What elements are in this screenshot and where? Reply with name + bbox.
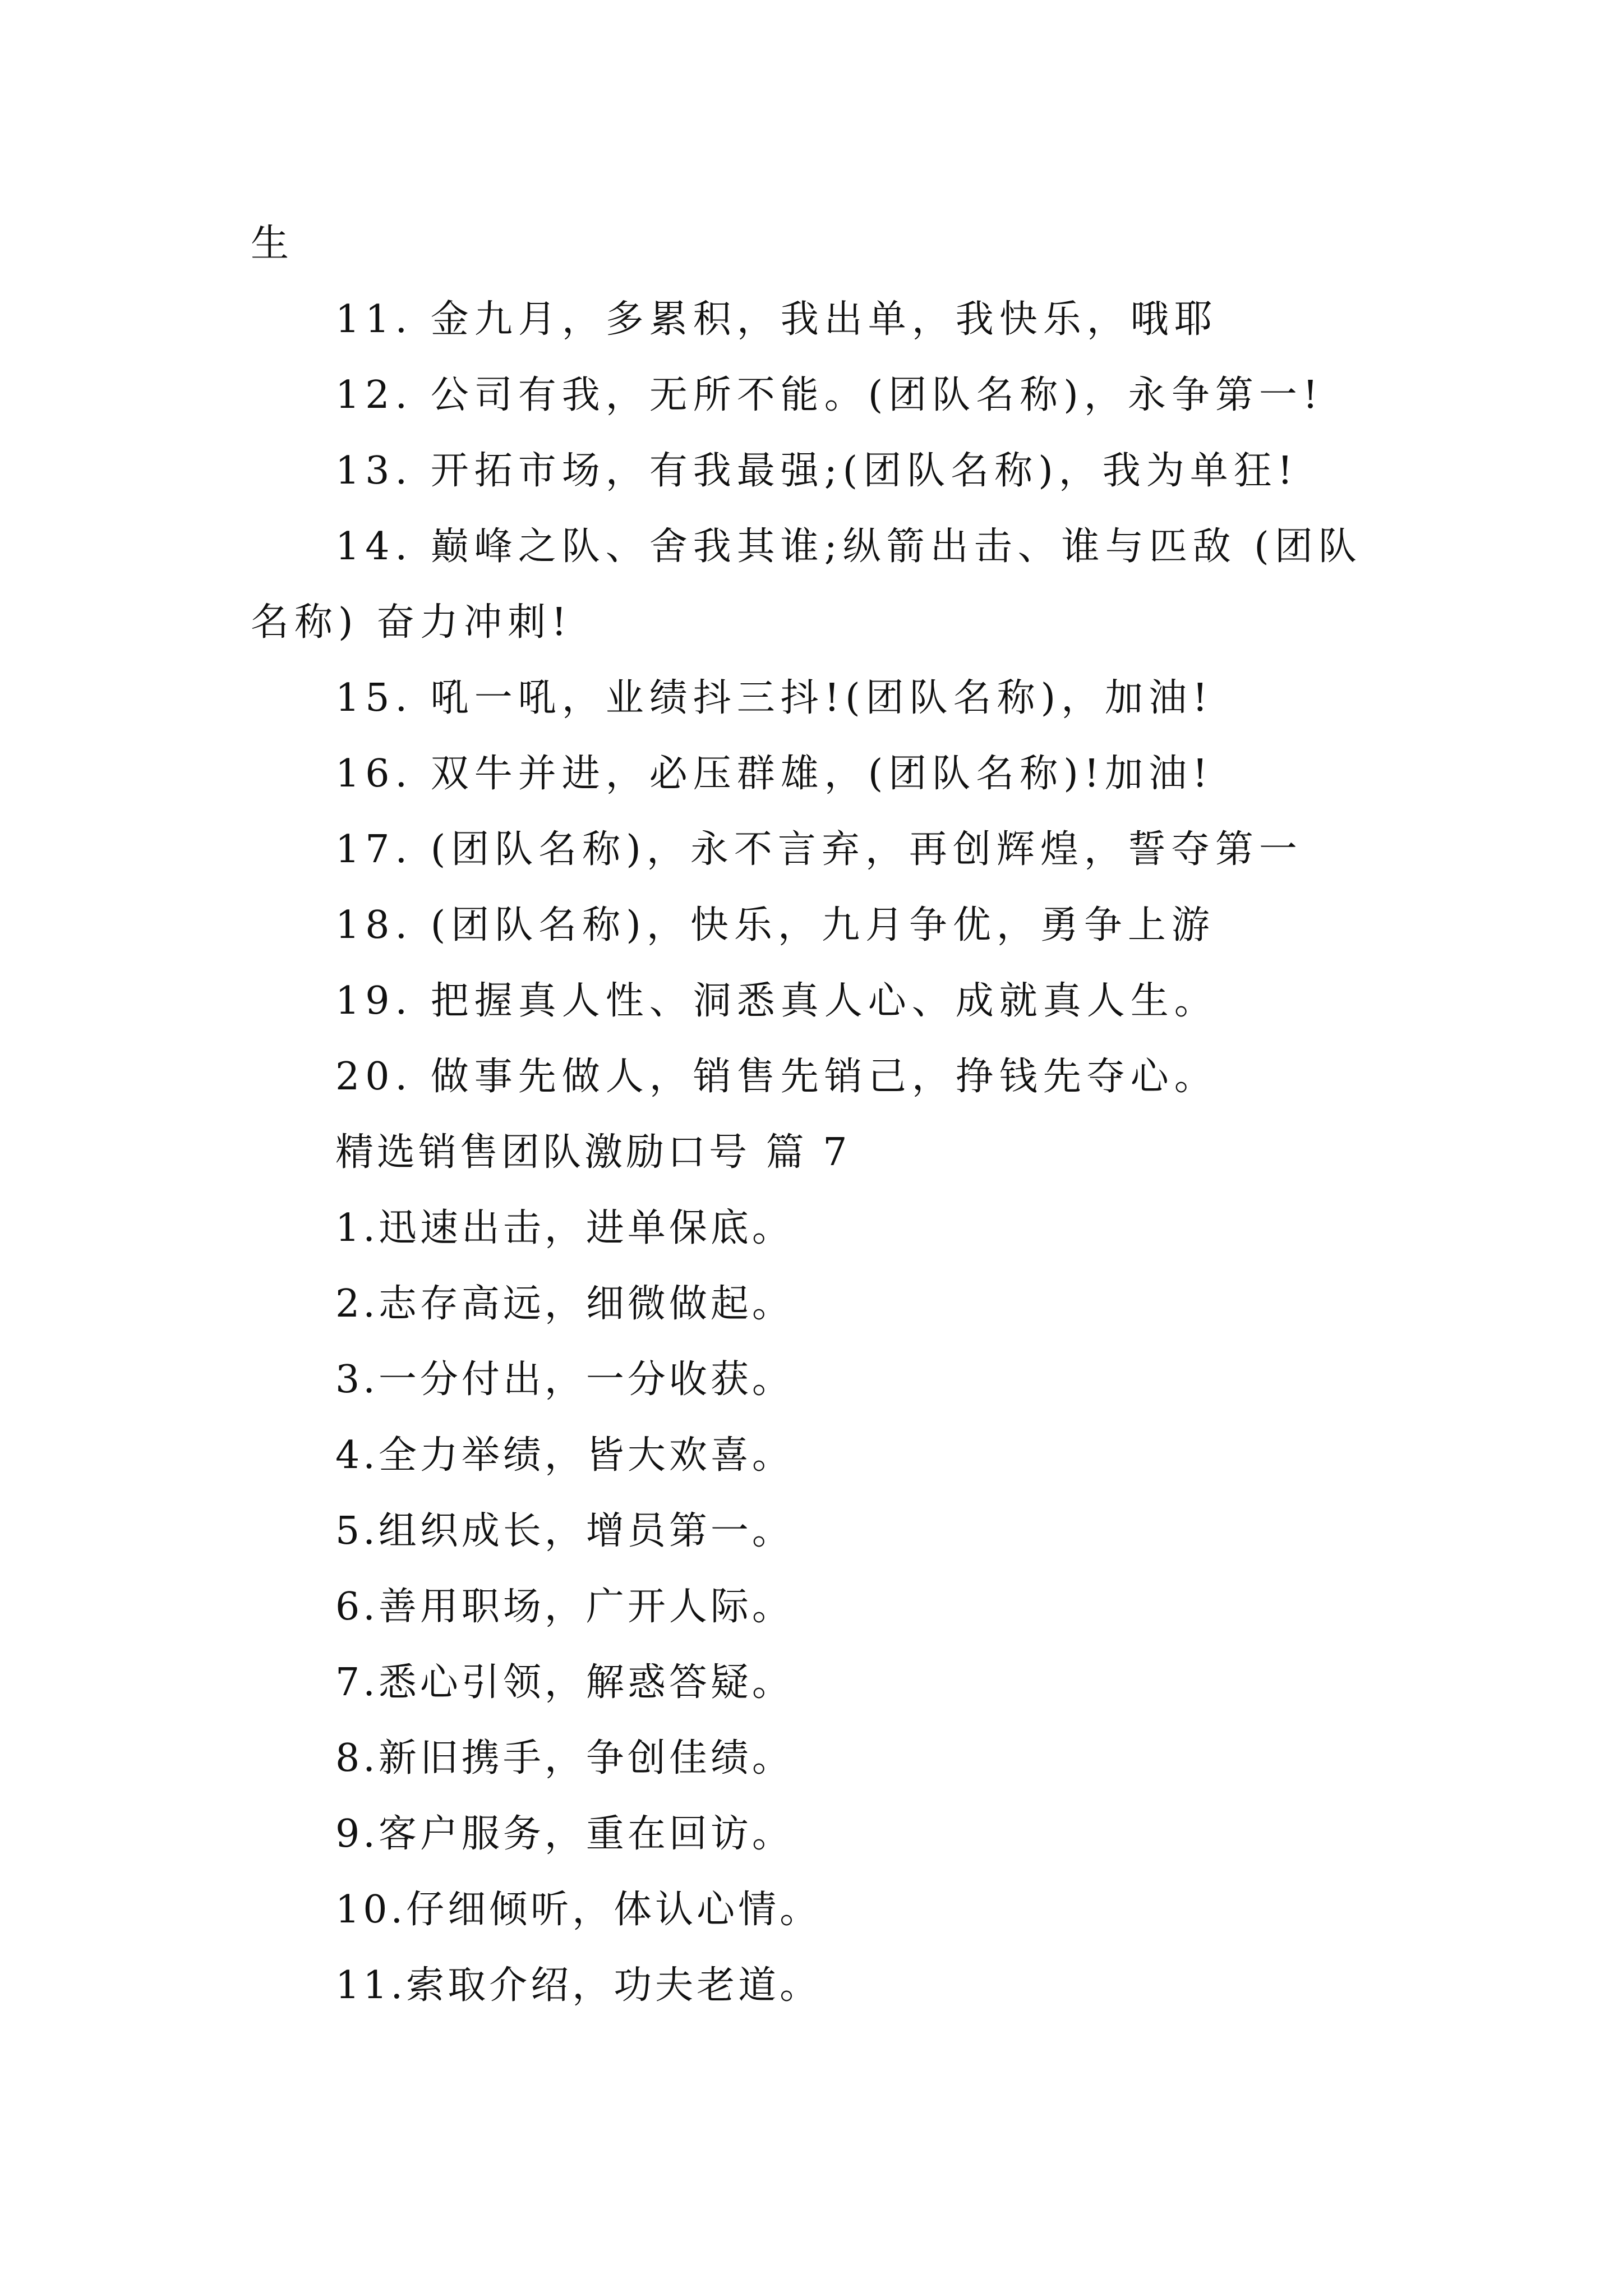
text-line: 20. 做事先做人，销售先销己，挣钱先夺心。	[335, 1055, 1218, 1099]
text-line: 13. 开拓市场，有我最强;(团队名称)，我为单狂!	[335, 449, 1299, 493]
text-line: 17. (团队名称)，永不言弃，再创辉煌，誓夺第一	[335, 827, 1303, 872]
text-line: 19. 把握真人性、洞悉真人心、成就真人生。	[335, 979, 1218, 1023]
section-heading: 精选销售团队激励口号 篇 7	[335, 1130, 851, 1175]
text-line: 名称) 奋力冲刺!	[251, 600, 573, 645]
text-line: 18. (团队名称)，快乐，九月争优，勇争上游	[335, 903, 1215, 947]
text-line: 生	[251, 222, 293, 266]
text-line: 9.客户服务，重在回访。	[335, 1812, 794, 1856]
text-line: 11. 金九月，多累积，我出单，我快乐，哦耶	[335, 297, 1218, 342]
text-line: 3.一分付出，一分收获。	[335, 1358, 794, 1402]
text-line: 15. 吼一吼，业绩抖三抖!(团队名称)，加油!	[335, 676, 1214, 720]
text-line: 12. 公司有我，无所不能。(团队名称)，永争第一!	[335, 373, 1324, 417]
text-line: 2.志存高远，细微做起。	[335, 1282, 794, 1326]
text-line: 11.索取介绍，功夫老道。	[335, 1963, 822, 2008]
text-line: 1.迅速出击，进单保底。	[335, 1206, 794, 1250]
text-line: 14. 巅峰之队、舍我其谁;纵箭出击、谁与匹敌 (团队	[335, 524, 1362, 569]
text-line: 16. 双牛并进，必压群雄，(团队名称)!加油!	[335, 752, 1214, 796]
text-line: 6.善用职场，广开人际。	[335, 1585, 794, 1629]
text-line: 10.仔细倾听，体认心情。	[335, 1888, 822, 1932]
text-line: 8.新旧携手，争创佳绩。	[335, 1736, 794, 1780]
text-line: 4.全力举绩，皆大欢喜。	[335, 1433, 794, 1478]
text-line: 5.组织成长，增员第一。	[335, 1509, 794, 1553]
text-line: 7.悉心引领，解惑答疑。	[335, 1660, 794, 1705]
